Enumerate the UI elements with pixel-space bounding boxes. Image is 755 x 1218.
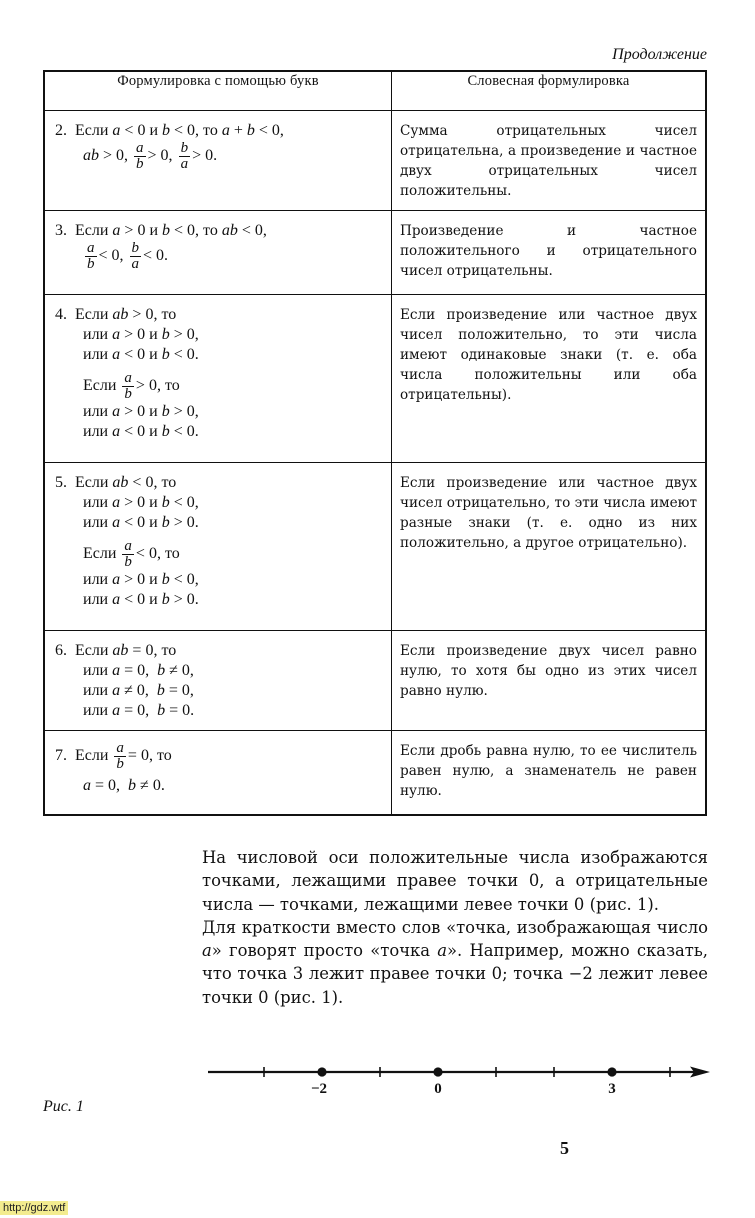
body-text [202,846,708,1009]
number-line-point [607,1067,616,1076]
watermark-link[interactable]: http://gdz.wtf [0,1201,68,1215]
verbal-cell: Если произведение или частное двух чисел положительно, то эти числа имеют одинаковые знаки (т. е. оба числа положительны или оба отрицательны). [392,295,707,463]
verbal-cell: Если произведение двух чисел равно нулю, то хотя бы одно из этих чисел равно нулю. [392,631,707,731]
number-line-label: −2 [310,1081,328,1097]
figure-caption: Рис. 1 [43,1098,84,1115]
column-header-letters: Формулировка с помощью букв [44,71,392,111]
verbal-cell: Если дробь равна нулю, то ее числитель равен нулю, а знаменатель не равен нулю. [392,731,707,815]
table-header-row [44,71,706,111]
verbal-cell: Сумма отрицательных чисел отрицательна, а произведение и частное двух отрицательных чисел положительны. [392,111,707,211]
table-row [44,631,706,731]
rules-table [43,70,707,816]
number-line-point [433,1067,442,1076]
table-row [44,211,706,295]
number-line-label: 0 [434,1081,442,1097]
number-line [200,1055,720,1100]
page-number: 5 [560,1138,569,1158]
table-row [44,295,706,463]
paragraph-point-notation: Для краткости вместо слов «точка, изображающая число a» говорят просто «точка a». Например, можно сказать, что точка 3 лежит правее точки 0; точка −2 лежит левее точки 0 (рис. 1). [202,917,708,1007]
paragraph-number-axis: На числовой оси положительные числа изображаются точками, лежащими правее точки 0, а отрицательные числа — точками, лежащими левее точки 0 (рис. 1). [202,848,708,914]
formula-cell: 3. Если a > 0 и b < 0, то ab < 0, $\frac{a}{b}$ < 0, $\frac{b}{a}$ < 0. [44,211,392,295]
table-row [44,463,706,631]
formula-cell: 7. Если $\frac{a}{b}$ = 0, то a = 0, b ≠ 0. [44,731,392,815]
number-line-label: 3 [608,1081,616,1097]
formula-cell: 2. Если a < 0 и b < 0, то a + b < 0, ab > 0, $\frac{a}{b}$ > 0, $\frac{b}{a}$ > 0. [44,111,392,211]
table-row [44,731,706,815]
formula-cell: 5. Если ab < 0, то или a > 0 и b < 0, или a < 0 и b > 0. Если $\frac{a}{b}$ < 0, то или a > 0 и b < 0, или a < 0 и b > 0. [44,463,392,631]
verbal-cell: Если произведение или частное двух чисел отрицательно, то эти числа имеют разные знаки (т. е. одно из них положительно, а другое отрицательно). [392,463,707,631]
formula-cell: 6. Если ab = 0, то или a = 0, b ≠ 0, или a ≠ 0, b = 0, или a = 0, b = 0. [44,631,392,731]
number-line-point [317,1067,326,1076]
table-row [44,111,706,211]
formula-cell: 4. Если ab > 0, то или a > 0 и b > 0, или a < 0 и b < 0. Если $\frac{a}{b}$ > 0, то или a > 0 и b > 0, или a < 0 и b < 0. [44,295,392,463]
column-header-verbal: Словесная формулировка [392,71,707,111]
continued-label: Продолжение [612,46,707,63]
verbal-cell: Произведение и частное положительного и отрицательного чисел отрицательны. [392,211,707,295]
